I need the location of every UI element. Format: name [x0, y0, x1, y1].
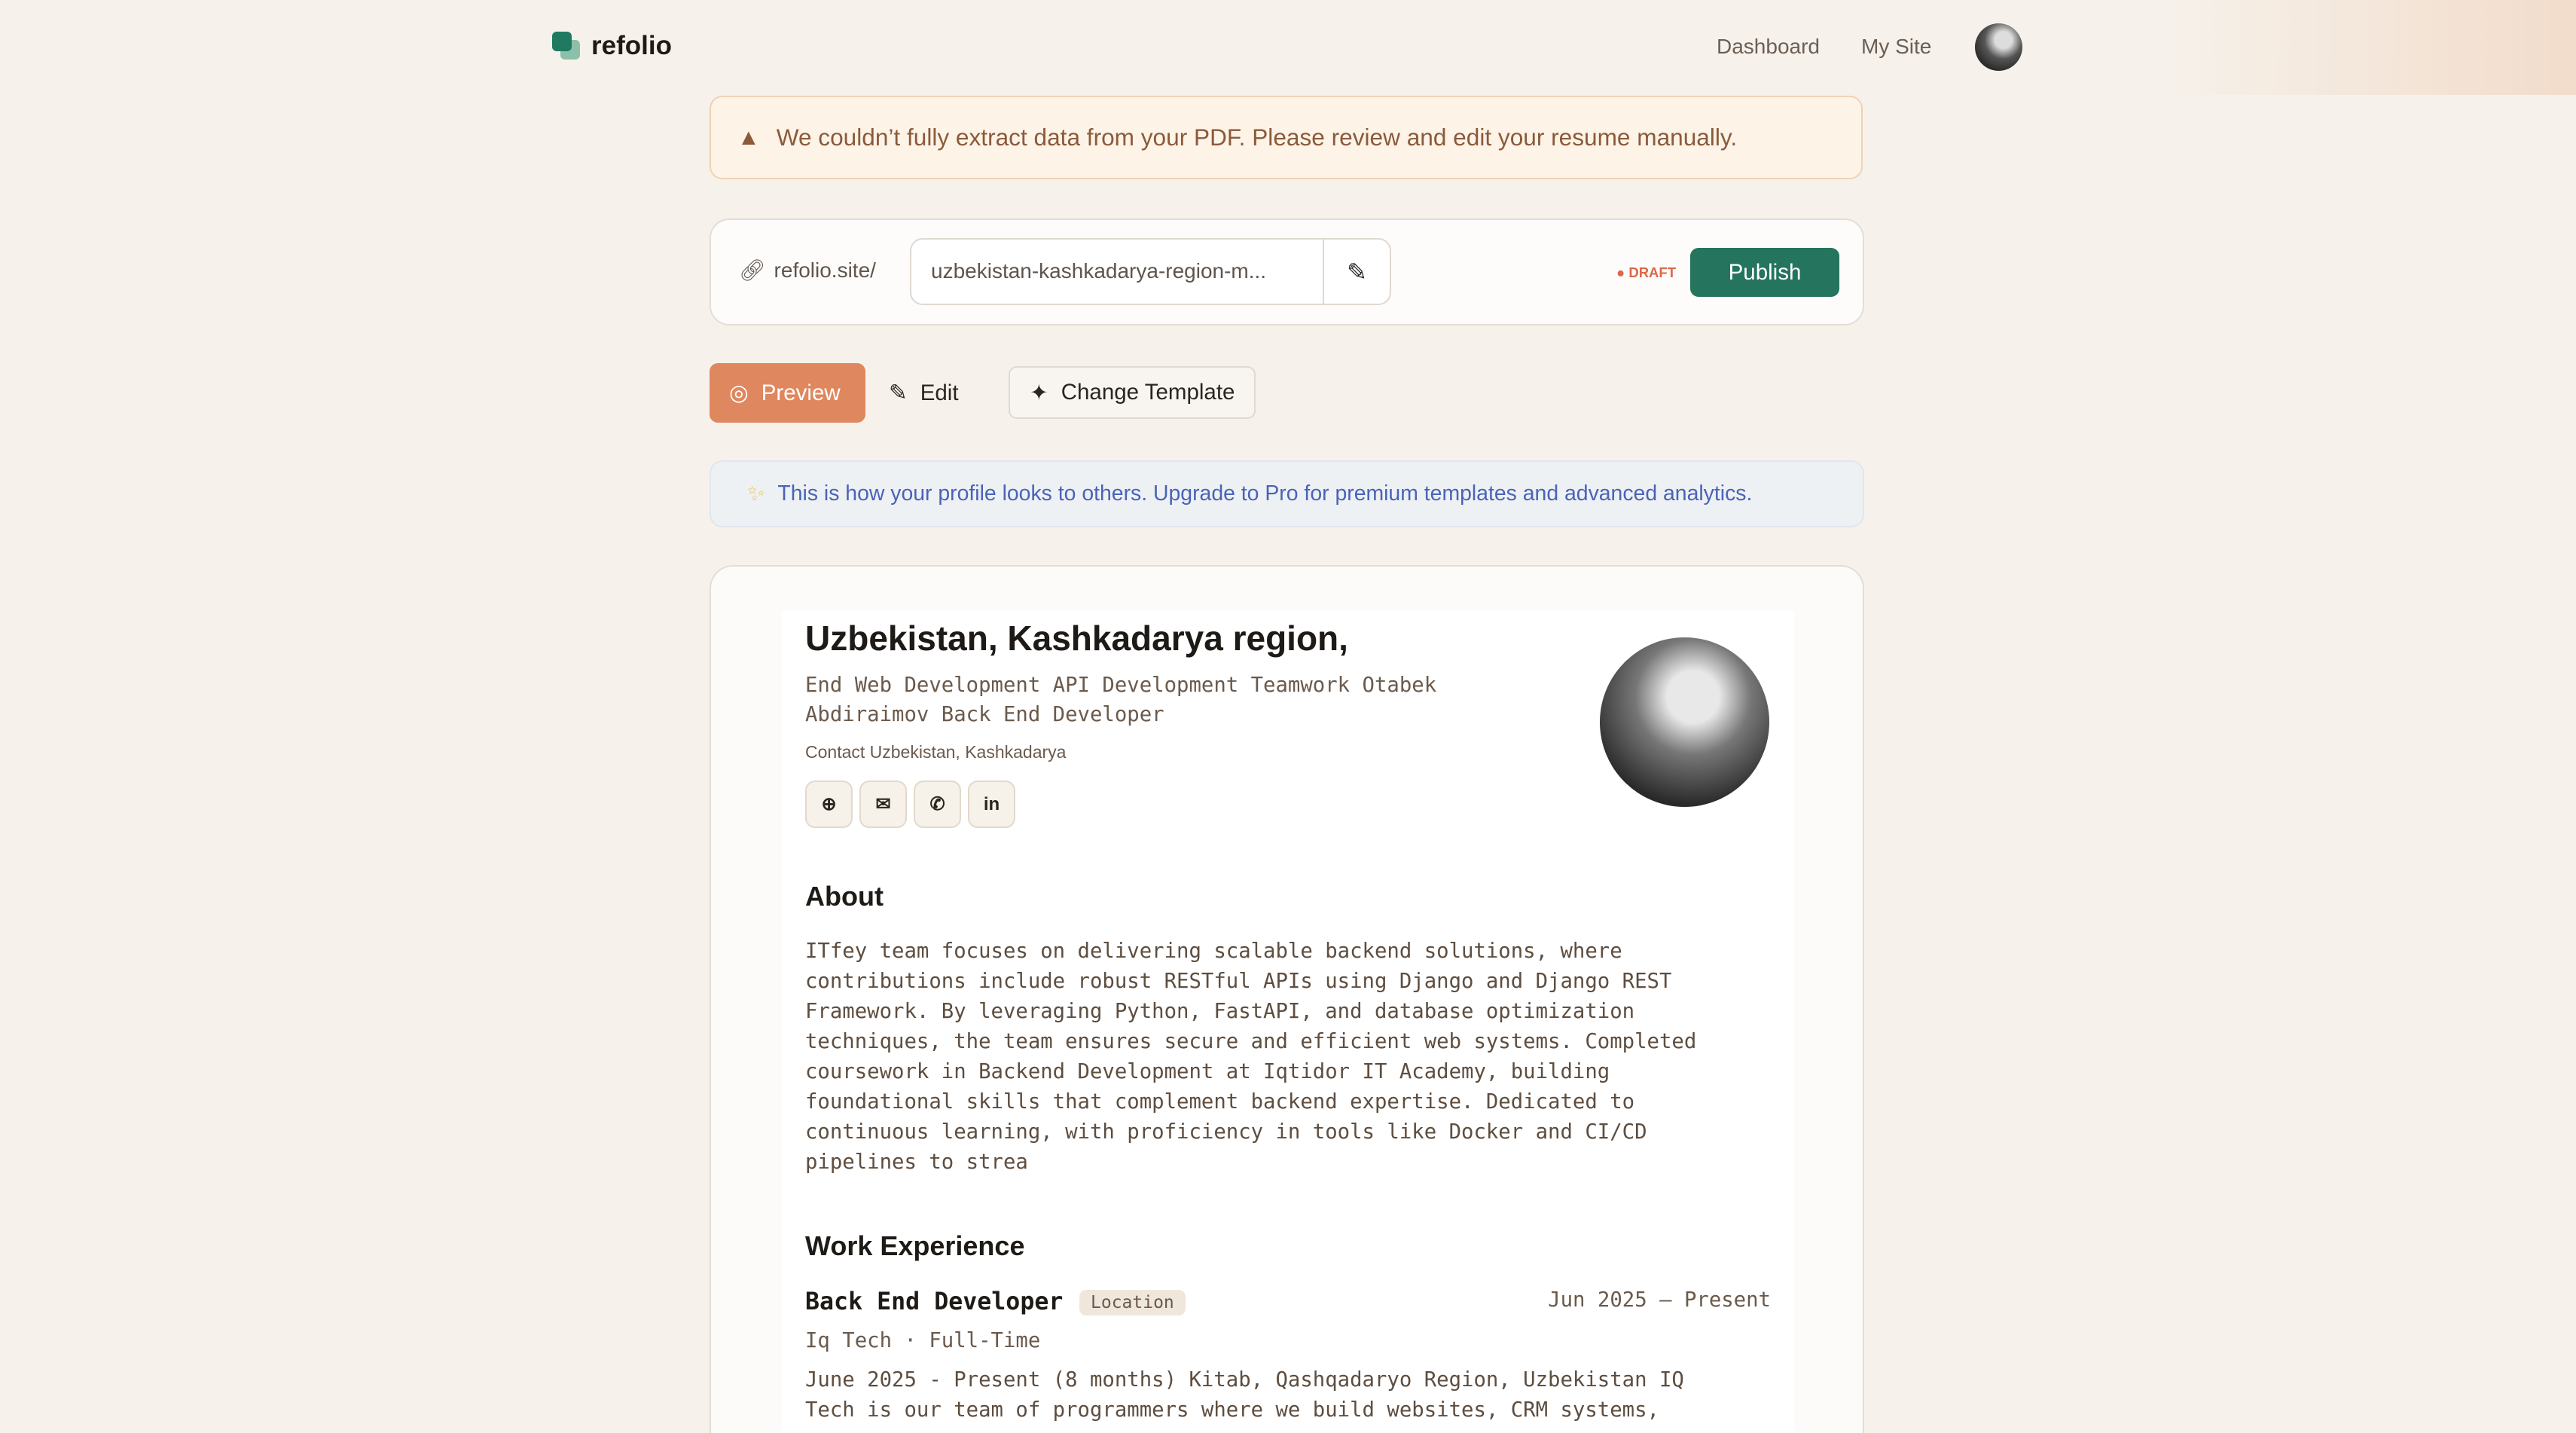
profile-tagline: End Web Development API Development Teamwork Otabek Abdiraimov Back End Developer	[805, 674, 1437, 726]
status-text: DRAFT	[1628, 264, 1677, 280]
preview-button[interactable]	[710, 363, 865, 423]
about-text: ITfey team focuses on delivering scalable backend solutions, where contributions include robust RESTful APIs using Django and Django REST Framework. By leveraging Python, FastAPI, and database optimization techniques, the team ensures secure and efficient web systems. Completed coursework in Backend Development at Iqtidor IT Academy, building foundational skills that complement backend expertise. Dedicated to continuous learning, with proficiency in tools like Docker and CI/CD pipelines to strea	[805, 940, 1697, 1174]
draft-status-badge: ● DRAFT	[1616, 264, 1677, 280]
nav-my-site[interactable]: My Site	[1861, 35, 1932, 58]
profile-preview-card	[710, 565, 1864, 1433]
work-experience-heading: Work Experience	[805, 1230, 1025, 1261]
edit-button[interactable]	[889, 363, 959, 423]
about-heading: About	[805, 881, 884, 912]
resume-preview	[782, 611, 1794, 1431]
globe-icon[interactable]: ⊕	[805, 781, 853, 828]
user-avatar[interactable]	[1975, 23, 2022, 71]
brand-name: refolio	[591, 31, 672, 60]
job-description: June 2025 - Present (8 months) Kitab, Qashqadaryo Region, Uzbekistan IQ Tech is our team of programmers where we build websites, CRM systems,	[805, 1368, 1684, 1422]
job-title: Back End Developer	[805, 1288, 1064, 1315]
publish-button[interactable]: Publish	[1690, 248, 1839, 297]
contact-links	[805, 781, 1015, 828]
slug-field[interactable]	[910, 238, 1391, 305]
logo-icon	[552, 32, 581, 61]
phone-icon[interactable]: ✆	[914, 781, 961, 828]
change-template-button[interactable]	[1009, 366, 1256, 419]
profile-contact: Contact Uzbekistan, Kashkadarya	[805, 742, 1067, 762]
site-url-bar	[710, 218, 1864, 325]
extraction-warning-alert	[710, 96, 1863, 179]
linkedin-icon[interactable]: in	[968, 781, 1015, 828]
sparkle-icon: ✨︎	[747, 481, 765, 506]
sparkle-icon: ✦	[1030, 380, 1048, 405]
nav-dashboard[interactable]: Dashboard	[1717, 35, 1820, 58]
info-text: This is how your profile looks to others. Upgrade to Pro for premium templates and advanced analytics.	[777, 481, 1753, 506]
link-icon: 🔗︎	[739, 258, 766, 282]
job-location-badge: Location	[1079, 1290, 1186, 1315]
url-prefix	[739, 258, 876, 283]
edit-icon: ✎	[889, 380, 908, 405]
slug-input-value[interactable]: uzbekistan-kashkadarya-region-m...	[931, 259, 1267, 283]
url-prefix-text: refolio.site/	[774, 258, 876, 282]
pencil-icon: ✎	[1347, 258, 1367, 286]
profile-name: Uzbekistan, Kashkadarya region,	[805, 619, 1348, 658]
edit-slug-button[interactable]	[1323, 240, 1390, 304]
mail-icon[interactable]: ✉	[859, 781, 907, 828]
warning-icon: ▲	[737, 124, 760, 150]
alert-text: We couldn’t fully extract data from your PDF. Please review and edit your resume manually.	[776, 124, 1738, 151]
change-template-label: Change Template	[1061, 380, 1235, 405]
eye-icon: ◎	[729, 380, 749, 405]
info-banner	[710, 460, 1864, 527]
job-dates: Jun 2025 – Present	[1548, 1288, 1771, 1312]
job-company: Iq Tech · Full-Time	[805, 1329, 1041, 1352]
preview-label: Preview	[761, 380, 841, 405]
profile-photo	[1600, 637, 1769, 807]
logo[interactable]	[552, 31, 672, 61]
header-glow	[2149, 0, 2576, 95]
edit-label: Edit	[920, 380, 959, 405]
